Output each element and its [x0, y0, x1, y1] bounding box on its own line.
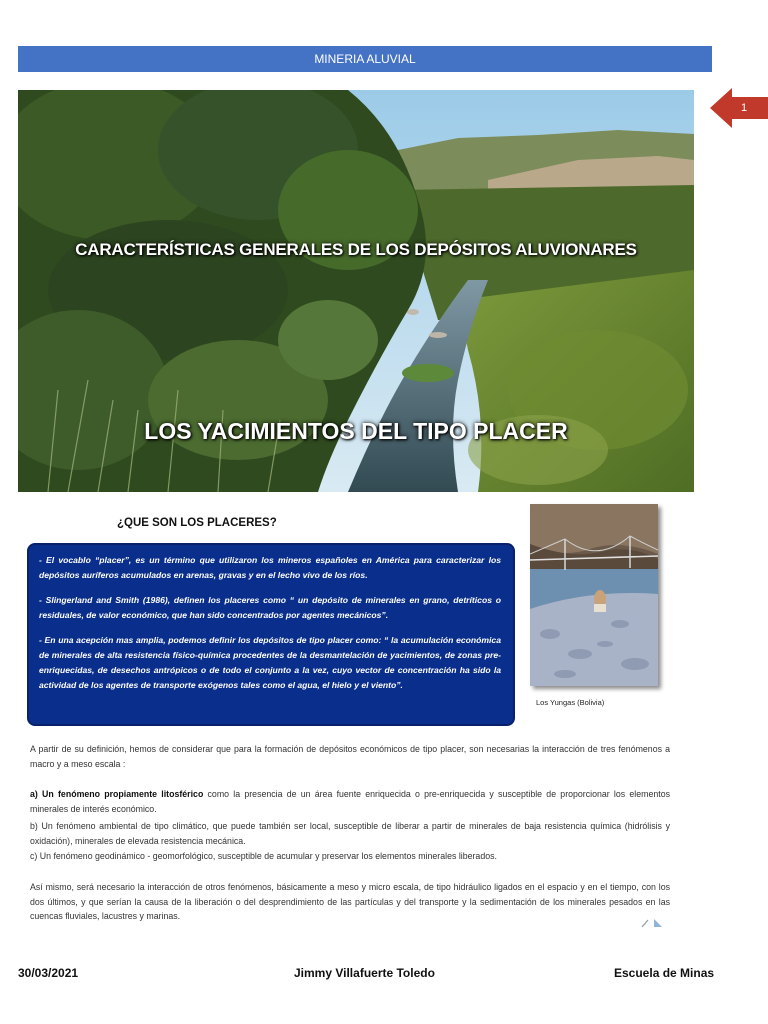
- phenomenon-c: c) Un fenómeno geodinámico - geomorfológico, susceptible de acumular y preservar los elementos minerales liberados.: [30, 851, 497, 861]
- footer-author: Jimmy Villafuerte Toledo: [294, 966, 435, 980]
- phenomenon-b-label: b) Un fenómeno ambiental de tipo climático: [30, 821, 207, 831]
- bolivia-photo: [530, 504, 658, 686]
- intro-paragraph: A partir de su definición, hemos de considerar que para la formación de depósitos económicos de tipo placer, son necesarias la interacción de tres fenómenos a macro y a meso escala :: [30, 744, 670, 769]
- hero-subtitle: CARACTERÍSTICAS GENERALES DE LOS DEPÓSITOS ALUVIONARES: [75, 240, 637, 259]
- section-heading: ¿QUE SON LOS PLACERES?: [117, 517, 277, 529]
- definitions-box: [27, 543, 515, 726]
- pen-icon: [640, 917, 664, 929]
- phenomenon-a-text: como la presencia de un área fuente enriquecida o pre-enriquecida y susceptible de proporcionar los elementos minerales de interés económico.: [30, 789, 670, 814]
- phenomenon-a: [30, 787, 670, 816]
- closing-paragraph: Así mismo, será necesario la interacción de otros fenómenos, básicamente a meso y micro escala, de tipo hidráulico ligados en el espacio y en el tiempo, con los dos últimos, y que serían la causa de la liberación o del desprendimiento de las partículas y del transporte y la sedimentación de los minerales pesados en las cuencas fluviales, lacustres y marinas.: [30, 882, 670, 921]
- photo-caption: Los Yungas (Bolivia): [536, 698, 605, 707]
- page-number: 1: [740, 102, 748, 114]
- definition-item: - Slingerland and Smith (1986), definen los placeres como “ un depósito de minerales en grano, detríticos o residuales, de valor económico, que han sido concentrados por agentes mecánicos”.: [39, 595, 501, 620]
- definition-item: - El vocablo “placer”, es un término que utilizaron los mineros españoles en América para caracterizar los depósitos auríferos acumulados en arenas, gravas y en el lecho vivo de los ríos.: [39, 555, 501, 580]
- header-title: MINERIA ALUVIAL: [314, 52, 416, 66]
- phenomenon-b: [30, 819, 670, 848]
- definition-item: - En una acepción mas amplia, podemos definir los depósitos de tipo placer como: “ la acumulación económica de minerales de alta resistencia físico-química procedentes de la desmantelación de yacimientos, de zonas pre-enriquecidas, de desechos antrópicos o de todo el conjunto a la vez, cuyo vector de concentración ha sido la actividad de los agentes de transporte exógenos tales como el agua, el hielo y el viento”.: [39, 635, 501, 690]
- footer-school: Escuela de Minas: [614, 966, 715, 980]
- header-bar: [18, 46, 712, 72]
- river-bridge-photo-illustration: [530, 504, 658, 686]
- footer-date: 30/03/2021: [18, 966, 79, 980]
- page-number-marker: [710, 88, 768, 128]
- hero-image: [18, 90, 694, 492]
- hero-title: LOS YACIMIENTOS DEL TIPO PLACER: [144, 418, 568, 444]
- phenomenon-b-text: , que puede también ser local, susceptible de liberar a partir de minerales de baja resistencia química (hidrólisis y oxidación), minerales de elevada resistencia mecánica.: [30, 821, 671, 846]
- phenomenon-a-label: a) Un fenómeno propiamente litosférico: [30, 789, 204, 799]
